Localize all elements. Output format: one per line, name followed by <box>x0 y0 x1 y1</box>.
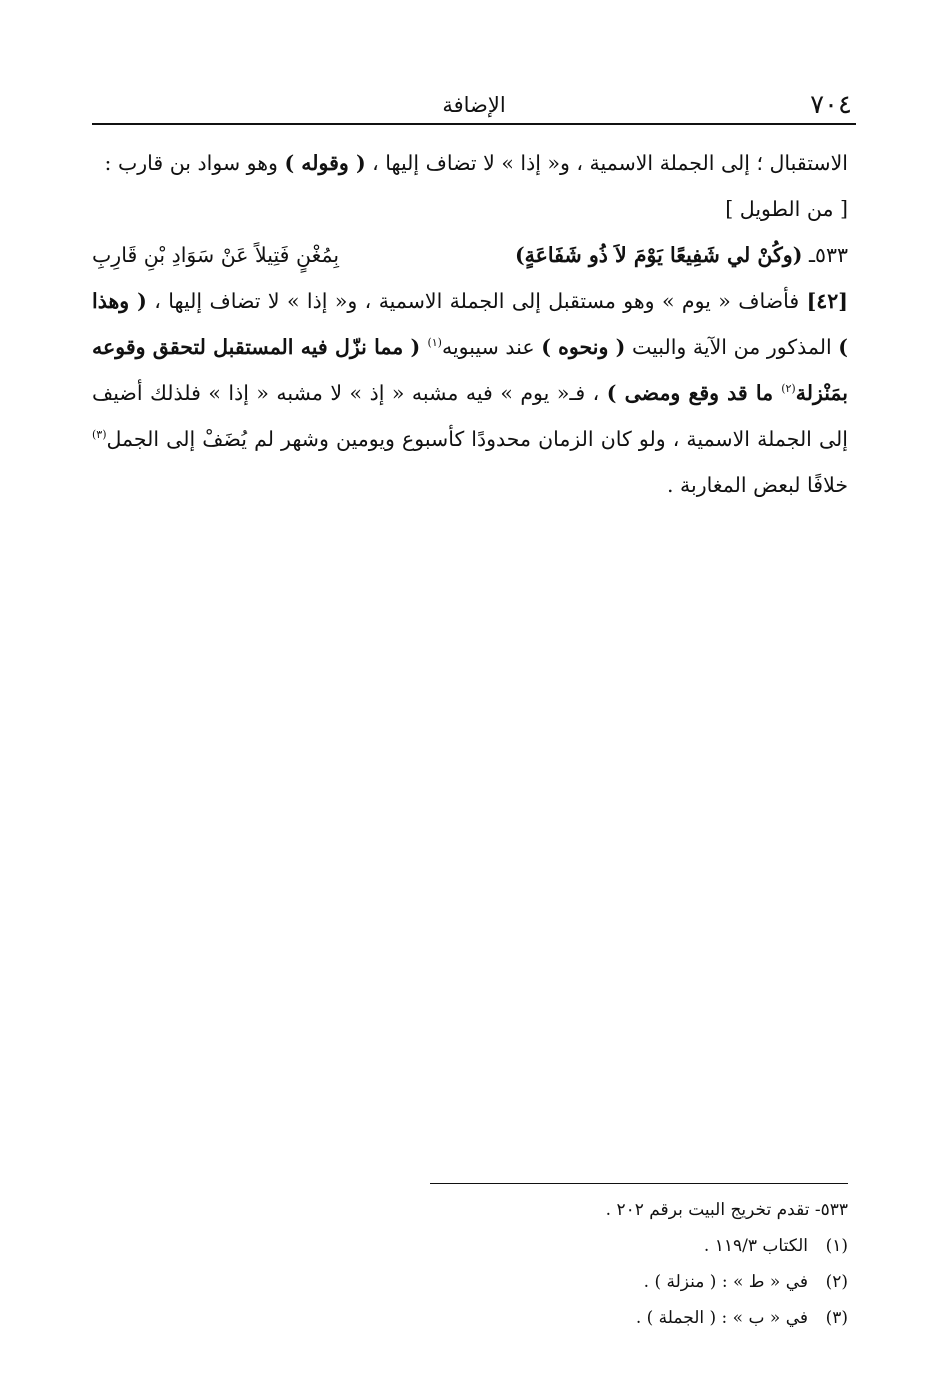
page-header <box>92 88 856 122</box>
footnote-ref-1[interactable]: (١) <box>427 336 442 350</box>
paragraph-2-b: المذكور من الآية والبيت <box>625 335 839 359</box>
verse-second-hemistich: بِمُغْنٍ فَتِيلاً عَنْ سَوَادِ بْنِ قَارِبِ <box>92 243 340 267</box>
paragraph-1-end: وهو سواد بن قارب : <box>104 151 285 175</box>
footnote-number: (٣) <box>825 1308 848 1328</box>
footnote-item <box>428 1228 848 1264</box>
header-rule <box>92 123 856 125</box>
verse-number: ٥٣٣ـ <box>808 243 848 267</box>
bold-term: ( وقوله ) <box>284 151 366 175</box>
verse-first-hemistich <box>515 232 848 278</box>
source-page-marker: [٤٢] <box>806 289 848 313</box>
paragraph-2 <box>92 278 848 508</box>
bold-term: ( ونحوه ) <box>541 335 626 359</box>
verse-line <box>92 232 848 278</box>
paragraph-2-a: فأضاف « يوم » وهو مستقبل إلى الجملة الاسمية ، و« إذا » لا تضاف إليها ، <box>146 289 807 313</box>
footnote-ref-3[interactable]: (٣) <box>92 428 107 442</box>
verse-first-text: (وكُنْ لي شَفِيعًا يَوْمَ لاَ ذُو شَفَاعَةٍ) <box>514 243 803 267</box>
footnote-text: ٥٣٣- تقدم تخريج البيت برقم ٢٠٢ . <box>605 1200 848 1220</box>
paragraph-2-d: ، فـ« يوم » فيه مشبه « إذ » لا مشبه « إذا » فلذلك أضيف إلى الجملة الاسمية ، ولو كان الزمان محدودًا كأسبوع ويومين وشهر لم يُضَفْ إلى الجمل <box>92 381 848 451</box>
footnote-item <box>428 1264 848 1300</box>
footnote-rule <box>430 1183 848 1184</box>
bold-term: ما قد وقع ومضى ) <box>606 381 782 405</box>
footnote-item <box>428 1192 848 1228</box>
paragraph-1-text: الاستقبال ؛ إلى الجملة الاسمية ، و« إذا » لا تضاف إليها ، <box>365 151 848 175</box>
main-text <box>92 140 848 508</box>
footnote-text: الكتاب ١١٩/٣ . <box>703 1236 808 1256</box>
footnote-text: في « ط » : ( منزلة ) . <box>643 1272 808 1292</box>
paragraph-2-e: خلافًا لبعض المغاربة . <box>667 473 848 497</box>
footnotes <box>428 1192 848 1336</box>
bold-term: ( وهذا ) <box>92 289 848 359</box>
paragraph-2-c: عند سيبويه <box>441 335 542 359</box>
paragraph-1 <box>92 140 848 186</box>
footnote-number: (١) <box>825 1236 848 1256</box>
footnote-ref-2[interactable]: (٢) <box>781 382 796 396</box>
running-title: الإضافة <box>442 93 506 117</box>
meter-label: [ من الطويل ] <box>725 197 848 221</box>
page-number: ٧٠٤ <box>810 90 852 120</box>
footnote-number: (٢) <box>825 1272 848 1292</box>
bold-term: ( مما نزّل فيه المستقبل لتحقق وقوعه بمَنْزلة <box>92 335 848 405</box>
footnote-item <box>428 1300 848 1336</box>
footnote-text: في « ب » : ( الجملة ) . <box>635 1308 808 1328</box>
